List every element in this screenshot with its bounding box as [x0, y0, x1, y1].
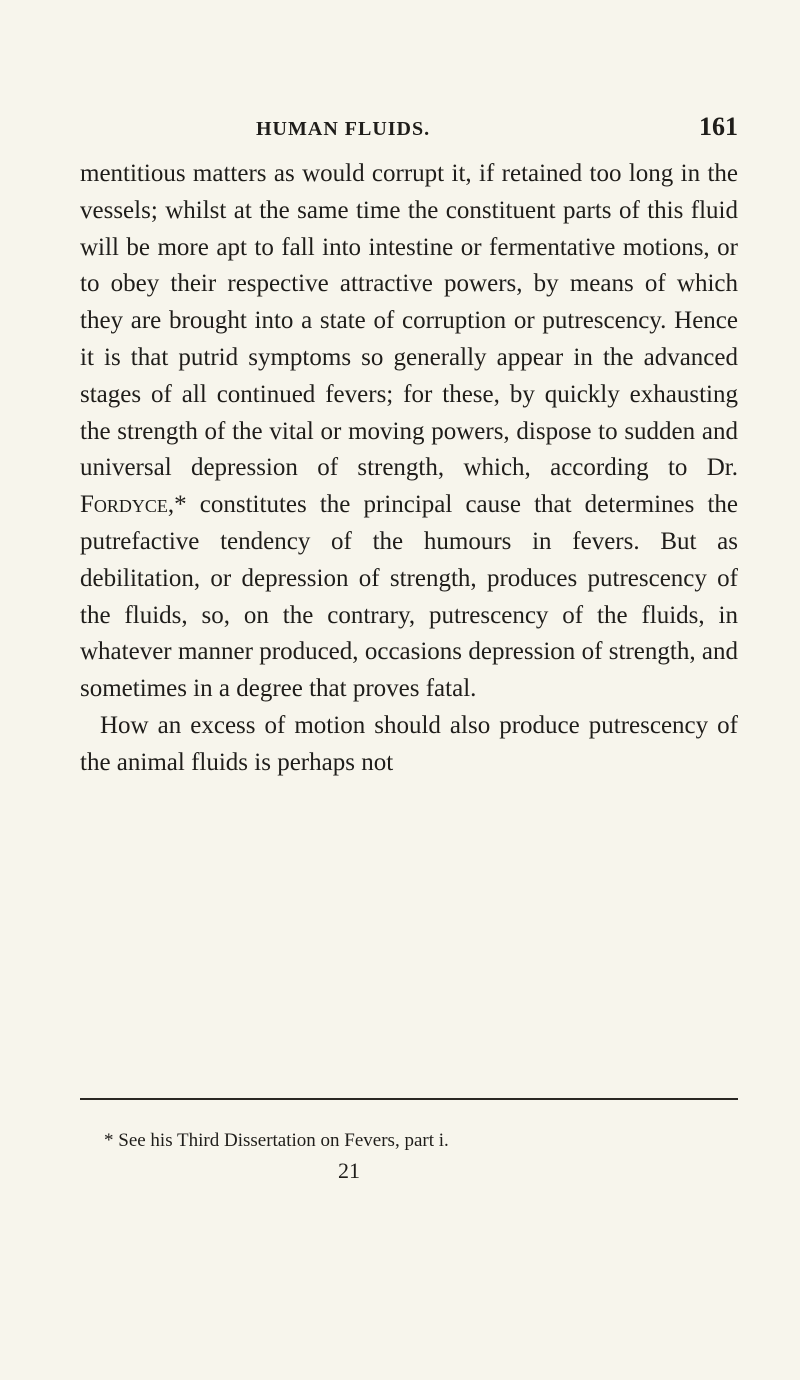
footnote-divider [80, 1098, 738, 1100]
page-number: 161 [699, 112, 738, 141]
body-text [80, 156, 738, 782]
page-header [80, 112, 738, 146]
author-name: Fordyce, [80, 491, 175, 519]
paragraph-2: How an excess of motion should also produce putrescency of the animal fluids is perhaps not [80, 711, 738, 776]
paragraph-1 [80, 156, 738, 708]
footnote-reference: * [174, 491, 187, 519]
paragraph-1-text-a: mentitious matters as would corrupt it, if retained too long in the vessels; whilst at the same time the constituent parts of this fluid will be more apt to fall into intestine or fermentative motions, or to obey their respective attractive powers, by means of which they are brought into a state of corruption or putrescency. Hence it is that putrid symptoms so generally appear in the advanced stages of all continued fevers; for these, by quickly exhausting the strength of the vital or moving powers, dispose to sudden and universal depression of strength, which, according to Dr. [80, 160, 738, 482]
paragraph-1-text-b: constitutes the principal cause that determines the putrefactive tendency of the humours in fevers. But as debilitation, or depression of strength, produces putrescency of the fluids, so, on the contrary, putrescency of the fluids, in whatever manner produced, occasions depression of strength, and sometimes in a degree that proves fatal. [80, 491, 738, 703]
footnote: * See his Third Dissertation on Fevers, part i. [104, 1130, 449, 1151]
running-head: HUMAN FLUIDS. [256, 118, 431, 140]
book-page [80, 112, 738, 1183]
signature-mark: 21 [338, 1158, 360, 1183]
